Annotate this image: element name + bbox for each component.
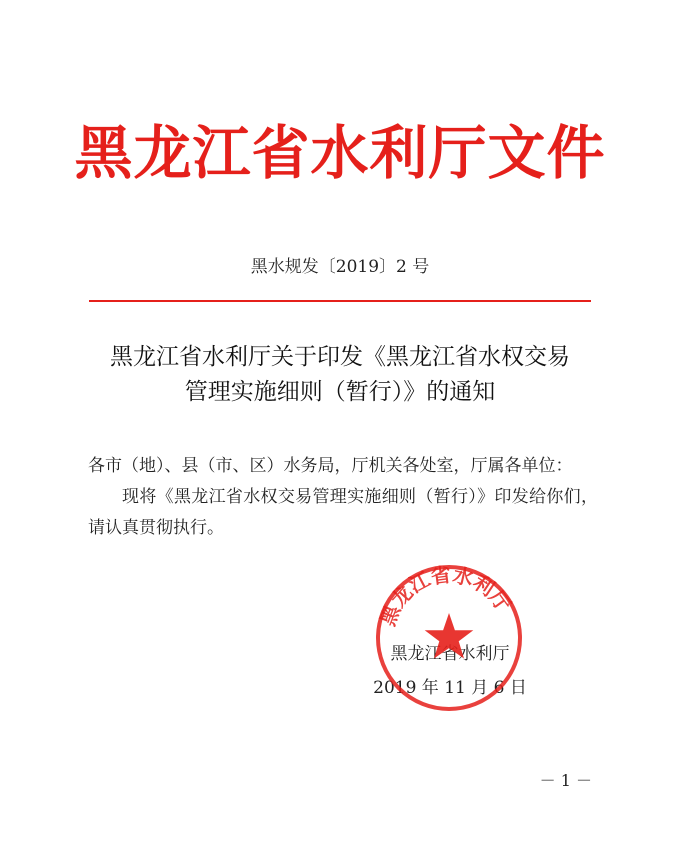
issuer-title: 黑龙江省水利厅文件 <box>74 119 606 187</box>
addressee: 各市（地）、县（市、区）水务局，厅机关各处室，厅属各单位： <box>88 456 573 476</box>
notice-title-line-2: 管理实施细则（暂行）》的通知 <box>184 379 496 405</box>
red-divider <box>89 300 591 302</box>
page-number: － 1 － <box>539 771 592 790</box>
signature-org: 黑龙江省水利厅 <box>390 644 510 664</box>
seal-text: 黑龙江省水利厅 <box>375 563 516 630</box>
document-number: 黑水规发〔2019〕2 号 <box>250 257 430 277</box>
body-text <box>88 451 598 544</box>
official-seal <box>374 563 524 713</box>
svg-text:黑龙江省水利厅 <box>375 563 515 629</box>
star-icon <box>425 613 474 659</box>
body-paragraph: 现将《黑龙江省水权交易管理实施细则（暂行）》印发给你们，请认真贯彻执行。 <box>88 487 598 538</box>
signature-date: 2019 年 11 月 6 日 <box>373 678 527 698</box>
notice-title-line-1: 黑龙江省水利厅关于印发《黑龙江省水权交易 <box>110 344 570 370</box>
notice-title <box>60 340 620 410</box>
